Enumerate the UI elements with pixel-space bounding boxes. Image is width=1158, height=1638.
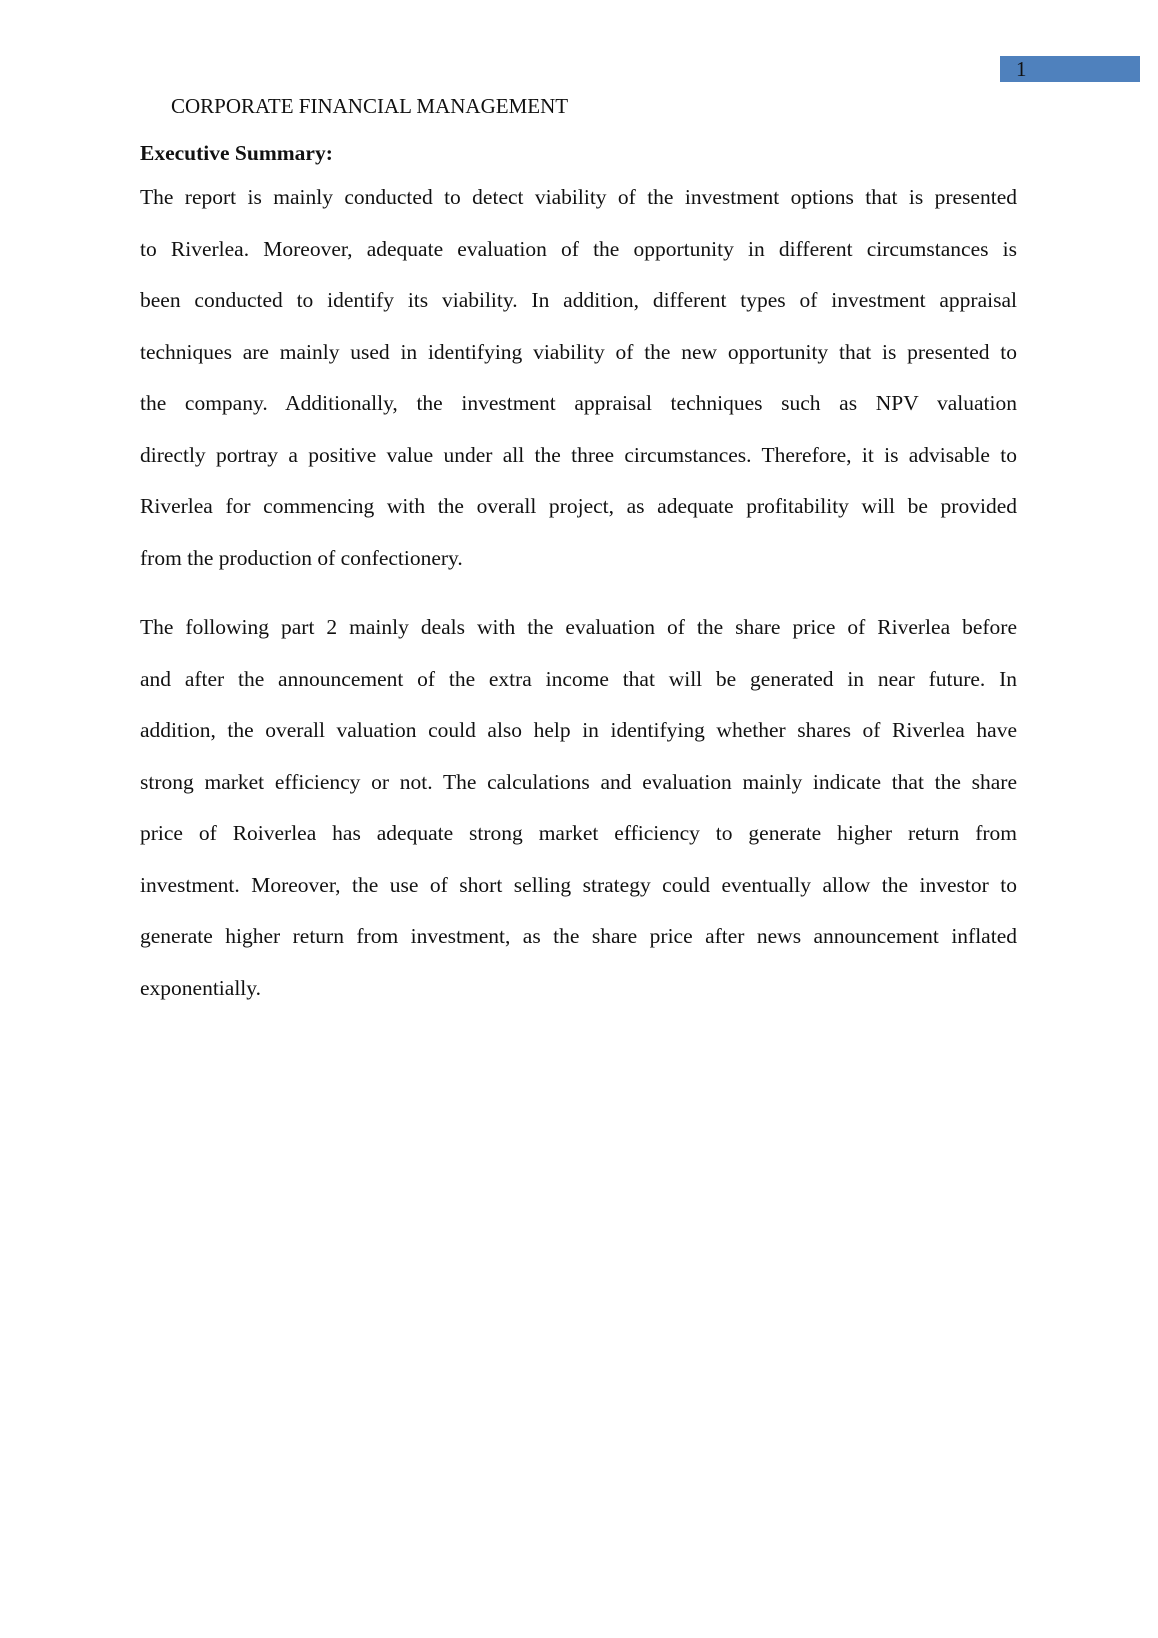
text-line: exponentially. <box>140 975 262 1000</box>
running-header: CORPORATE FINANCIAL MANAGEMENT <box>171 94 569 118</box>
paragraph-2 <box>140 613 1017 1025</box>
text-line: price of Roiverlea has adequate strong market efficiency to generate higher return from <box>140 821 1017 845</box>
text-line: investment. Moreover, the use of short selling strategy could eventually allow the investor to <box>140 872 1017 897</box>
text-line: and after the announcement of the extra income that will be generated in near future. In <box>140 666 1017 691</box>
text-line: from the production of confectionery. <box>140 545 463 570</box>
text-line: The report is mainly conducted to detect viability of the investment options that is presented <box>140 185 1017 209</box>
text-line: been conducted to identify its viability. In addition, different types of investment appraisal <box>140 288 1017 312</box>
paragraph-1 <box>140 183 1017 595</box>
text-line: Riverlea for commencing with the overall project, as adequate profitability will be provided <box>140 494 1017 518</box>
text-line: directly portray a positive value under all the three circumstances. Therefore, it is advisable to <box>140 442 1017 467</box>
text-line: generate higher return from investment, as the share price after news announcement inflated <box>140 924 1017 948</box>
page-number: 1 <box>1016 57 1027 81</box>
text-line: the company. Additionally, the investment appraisal techniques such as NPV valuation <box>140 391 1017 415</box>
text-line: addition, the overall valuation could also help in identifying whether shares of Riverlea have <box>140 718 1017 742</box>
text-line: strong market efficiency or not. The calculations and evaluation mainly indicate that the share <box>140 769 1017 794</box>
section-heading: Executive Summary: <box>140 141 333 165</box>
text-line: techniques are mainly used in identifying viability of the new opportunity that is presented to <box>140 339 1017 364</box>
text-line: The following part 2 mainly deals with the evaluation of the share price of Riverlea before <box>140 615 1017 639</box>
text-line: to Riverlea. Moreover, adequate evaluation of the opportunity in different circumstances is <box>140 236 1017 261</box>
